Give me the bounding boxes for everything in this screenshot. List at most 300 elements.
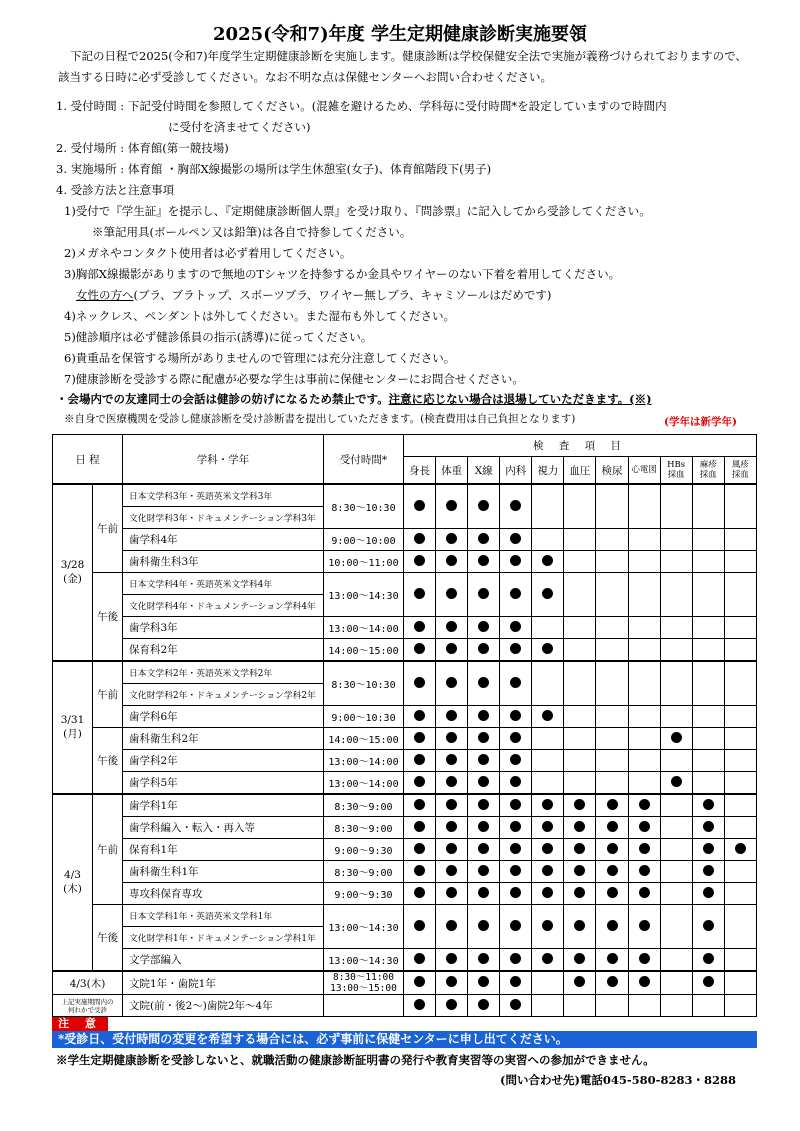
mark-cell bbox=[564, 573, 596, 617]
check-dot-icon bbox=[446, 643, 457, 654]
exam-col-6: 検尿 bbox=[596, 457, 628, 485]
mark-cell bbox=[500, 529, 532, 551]
check-dot-icon bbox=[478, 920, 489, 931]
mark-cell bbox=[500, 484, 532, 529]
mark-cell bbox=[660, 706, 692, 728]
mark-cell bbox=[724, 529, 756, 551]
check-dot-icon bbox=[478, 754, 489, 765]
women-note-text: (ブラ、ブラトップ、スポーツブラ、ワイヤー無しブラ、キャミソールはだめです) bbox=[133, 288, 552, 302]
mark-cell bbox=[596, 706, 628, 728]
check-dot-icon bbox=[510, 710, 521, 721]
mark-cell bbox=[660, 772, 692, 795]
session-cell: 午前 bbox=[93, 794, 123, 905]
header-date: 日 程 bbox=[53, 435, 123, 485]
mark-cell bbox=[468, 661, 500, 706]
mark-cell bbox=[500, 995, 532, 1017]
check-dot-icon bbox=[414, 887, 425, 898]
mark-cell bbox=[692, 551, 724, 573]
check-dot-icon bbox=[446, 621, 457, 632]
mark-cell bbox=[564, 551, 596, 573]
mark-cell bbox=[724, 861, 756, 883]
mark-cell bbox=[404, 661, 436, 706]
header-time: 受付時間* bbox=[324, 435, 404, 485]
mark-cell bbox=[500, 861, 532, 883]
mark-cell bbox=[404, 529, 436, 551]
item-3: 3. 実施場所 : 体育館 ・胸部X線撮影の場所は学生休憩室(女子)、体育館階段下(男子) bbox=[56, 162, 492, 176]
mark-cell bbox=[692, 861, 724, 883]
time-cell: 9:00～9:30 bbox=[324, 839, 404, 861]
mark-cell bbox=[404, 905, 436, 949]
check-dot-icon bbox=[510, 976, 521, 987]
mark-cell bbox=[532, 728, 564, 750]
mark-cell bbox=[436, 839, 468, 861]
check-dot-icon bbox=[414, 976, 425, 987]
mark-cell bbox=[628, 551, 660, 573]
mark-cell bbox=[692, 905, 724, 949]
mark-cell bbox=[404, 861, 436, 883]
table-row bbox=[53, 750, 757, 772]
mark-cell bbox=[596, 794, 628, 817]
check-dot-icon bbox=[478, 843, 489, 854]
mark-cell bbox=[596, 995, 628, 1017]
time-cell: 13:00～14:30 bbox=[324, 905, 404, 949]
mark-cell bbox=[532, 484, 564, 529]
mark-cell bbox=[628, 661, 660, 706]
mark-cell bbox=[724, 883, 756, 905]
table-row bbox=[53, 794, 757, 817]
check-dot-icon bbox=[607, 953, 618, 964]
check-dot-icon bbox=[607, 976, 618, 987]
mark-cell bbox=[564, 728, 596, 750]
mark-cell bbox=[404, 750, 436, 772]
mark-cell bbox=[724, 573, 756, 617]
sub-item-1: 1)受付で『学生証』を提示し、『定期健康診断個人票』を受け取り、『問診票』に記入してから受診してください。 bbox=[64, 204, 651, 218]
program-cell: 日本文学科3年・英語英米文学科3年 bbox=[123, 484, 324, 507]
mark-cell bbox=[660, 617, 692, 639]
date-cell: 4/3(木) bbox=[53, 971, 123, 995]
check-dot-icon bbox=[446, 533, 457, 544]
mark-cell bbox=[692, 706, 724, 728]
exam-col-9: 麻疹 採血 bbox=[692, 457, 724, 485]
program-cell: 歯学科2年 bbox=[123, 750, 324, 772]
mark-cell bbox=[628, 883, 660, 905]
check-dot-icon bbox=[510, 588, 521, 599]
new-year-note: (学年は新学年) bbox=[664, 416, 737, 428]
check-dot-icon bbox=[542, 953, 553, 964]
mark-cell bbox=[564, 772, 596, 795]
check-dot-icon bbox=[703, 887, 714, 898]
check-dot-icon bbox=[478, 732, 489, 743]
program-cell: 歯学科4年 bbox=[123, 529, 324, 551]
exam-col-2: X線 bbox=[468, 457, 500, 485]
table-row bbox=[53, 661, 757, 684]
mark-cell bbox=[692, 971, 724, 995]
mark-cell bbox=[564, 971, 596, 995]
check-dot-icon bbox=[574, 843, 585, 854]
program-cell: 歯科衛生科3年 bbox=[123, 551, 324, 573]
check-dot-icon bbox=[639, 865, 650, 876]
mark-cell bbox=[436, 484, 468, 529]
mark-cell bbox=[660, 750, 692, 772]
check-dot-icon bbox=[574, 976, 585, 987]
mark-cell bbox=[628, 817, 660, 839]
mark-cell bbox=[596, 661, 628, 706]
mark-cell bbox=[468, 794, 500, 817]
check-dot-icon bbox=[607, 887, 618, 898]
intro-text: 下記の日程で2025(令和7)年度学生定期健康診断を実施します。健康診断は学校保健安全法で実施が義務づけられておりますので、該当する日時に必ず受診してください。なお不明な点は保健センターへお問い合わせください。 bbox=[58, 49, 747, 84]
check-dot-icon bbox=[574, 821, 585, 832]
mark-cell bbox=[628, 905, 660, 949]
check-dot-icon bbox=[414, 500, 425, 511]
mark-cell bbox=[468, 617, 500, 639]
mark-cell bbox=[628, 573, 660, 617]
mark-cell bbox=[692, 750, 724, 772]
table-row bbox=[53, 617, 757, 639]
mark-cell bbox=[564, 750, 596, 772]
time-cell: 8:30～10:30 bbox=[324, 661, 404, 706]
time-cell: 8:30～10:30 bbox=[324, 484, 404, 529]
mark-cell bbox=[628, 971, 660, 995]
check-dot-icon bbox=[510, 920, 521, 931]
mark-cell bbox=[596, 639, 628, 662]
mark-cell bbox=[404, 706, 436, 728]
session-cell: 午後 bbox=[93, 573, 123, 662]
check-dot-icon bbox=[414, 999, 425, 1010]
mark-cell bbox=[468, 573, 500, 617]
session-cell: 午前 bbox=[93, 661, 123, 728]
mark-cell bbox=[468, 529, 500, 551]
check-dot-icon bbox=[607, 920, 618, 931]
mark-cell bbox=[564, 484, 596, 529]
check-dot-icon bbox=[639, 887, 650, 898]
time-cell: 8:30～11:00 13:00～15:00 bbox=[324, 971, 404, 995]
mark-cell bbox=[500, 728, 532, 750]
mark-cell bbox=[564, 529, 596, 551]
schedule-table bbox=[52, 434, 757, 1017]
table-row bbox=[53, 905, 757, 927]
notice-line: ※学生定期健康診断を受診しないと、就職活動の健康診断証明書の発行や教育実習等の実習への参加ができません。 bbox=[56, 1053, 655, 1067]
table-row bbox=[53, 772, 757, 795]
mark-cell bbox=[500, 839, 532, 861]
mark-cell bbox=[500, 617, 532, 639]
check-dot-icon bbox=[542, 920, 553, 931]
mark-cell bbox=[724, 905, 756, 949]
time-cell: 14:00～15:00 bbox=[324, 639, 404, 662]
mark-cell bbox=[404, 617, 436, 639]
sub-item-5: 5)健診順序は必ず健診係員の指示(誘導)に従ってください。 bbox=[64, 330, 373, 344]
item-1-cont: に受付を済ませてください) bbox=[168, 120, 311, 134]
table-row bbox=[53, 551, 757, 573]
check-dot-icon bbox=[446, 821, 457, 832]
mark-cell bbox=[436, 728, 468, 750]
program-cell: 専攻科保育専攻 bbox=[123, 883, 324, 905]
mark-cell bbox=[500, 817, 532, 839]
session-cell: 午後 bbox=[93, 728, 123, 795]
program-cell: 歯科衛生科2年 bbox=[123, 728, 324, 750]
program-cell: 歯学科編入・転入・再入等 bbox=[123, 817, 324, 839]
check-dot-icon bbox=[703, 953, 714, 964]
check-dot-icon bbox=[478, 643, 489, 654]
mark-cell bbox=[404, 883, 436, 905]
mark-cell bbox=[596, 772, 628, 795]
mark-cell bbox=[532, 995, 564, 1017]
mark-cell bbox=[692, 949, 724, 972]
check-dot-icon bbox=[446, 843, 457, 854]
session-cell: 午後 bbox=[93, 905, 123, 972]
check-dot-icon bbox=[414, 754, 425, 765]
mark-cell bbox=[628, 861, 660, 883]
warning-b: 注意に応じない場合は退場していただきます。(※) bbox=[388, 392, 652, 406]
check-dot-icon bbox=[478, 677, 489, 688]
mark-cell bbox=[532, 861, 564, 883]
table-row bbox=[53, 639, 757, 662]
check-dot-icon bbox=[607, 821, 618, 832]
date-cell: 上記実施期間内の 何れかで受診 bbox=[53, 995, 123, 1017]
date-cell: 4/3 (木) bbox=[53, 794, 93, 971]
mark-cell bbox=[724, 995, 756, 1017]
check-dot-icon bbox=[574, 865, 585, 876]
time-cell: 13:00～14:30 bbox=[324, 573, 404, 617]
exam-col-3: 内科 bbox=[500, 457, 532, 485]
table-row bbox=[53, 706, 757, 728]
mark-cell bbox=[724, 484, 756, 529]
program-cell: 歯学科1年 bbox=[123, 794, 324, 817]
check-dot-icon bbox=[446, 953, 457, 964]
item-2: 2. 受付場所 : 体育館(第一競技場) bbox=[56, 141, 229, 155]
check-dot-icon bbox=[446, 732, 457, 743]
session-cell: 午前 bbox=[93, 484, 123, 573]
check-dot-icon bbox=[574, 953, 585, 964]
mark-cell bbox=[500, 772, 532, 795]
mark-cell bbox=[468, 949, 500, 972]
check-dot-icon bbox=[478, 588, 489, 599]
mark-cell bbox=[724, 706, 756, 728]
mark-cell bbox=[660, 484, 692, 529]
check-dot-icon bbox=[510, 677, 521, 688]
program-cell: 保育科1年 bbox=[123, 839, 324, 861]
table-row bbox=[53, 995, 757, 1017]
check-dot-icon bbox=[478, 821, 489, 832]
mark-cell bbox=[532, 905, 564, 949]
mark-cell bbox=[468, 971, 500, 995]
date-cell: 3/28 (金) bbox=[53, 484, 93, 661]
check-dot-icon bbox=[446, 754, 457, 765]
mark-cell bbox=[724, 639, 756, 662]
mark-cell bbox=[436, 706, 468, 728]
table-row bbox=[53, 817, 757, 839]
check-dot-icon bbox=[639, 920, 650, 931]
program-cell: 歯学科6年 bbox=[123, 706, 324, 728]
mark-cell bbox=[628, 706, 660, 728]
mark-cell bbox=[596, 861, 628, 883]
mark-cell bbox=[660, 995, 692, 1017]
mark-cell bbox=[436, 639, 468, 662]
time-cell: 14:00～15:00 bbox=[324, 728, 404, 750]
time-cell: 13:00～14:30 bbox=[324, 949, 404, 972]
mark-cell bbox=[692, 529, 724, 551]
check-dot-icon bbox=[542, 843, 553, 854]
check-dot-icon bbox=[414, 953, 425, 964]
mark-cell bbox=[628, 772, 660, 795]
table-row bbox=[53, 839, 757, 861]
table-row bbox=[53, 484, 757, 507]
program-cell: 保育科2年 bbox=[123, 639, 324, 662]
check-dot-icon bbox=[671, 776, 682, 787]
check-dot-icon bbox=[542, 799, 553, 810]
check-dot-icon bbox=[574, 799, 585, 810]
mark-cell bbox=[468, 995, 500, 1017]
mark-cell bbox=[692, 883, 724, 905]
check-dot-icon bbox=[414, 799, 425, 810]
check-dot-icon bbox=[574, 887, 585, 898]
check-dot-icon bbox=[478, 887, 489, 898]
check-dot-icon bbox=[478, 555, 489, 566]
check-dot-icon bbox=[478, 500, 489, 511]
mark-cell bbox=[660, 883, 692, 905]
mark-cell bbox=[532, 794, 564, 817]
check-dot-icon bbox=[414, 843, 425, 854]
mark-cell bbox=[500, 905, 532, 949]
check-dot-icon bbox=[510, 754, 521, 765]
program-cell: 文化財学科3年・ドキュメンテーション学科3年 bbox=[123, 507, 324, 529]
time-cell: 13:00～14:00 bbox=[324, 750, 404, 772]
check-dot-icon bbox=[607, 799, 618, 810]
mark-cell bbox=[436, 551, 468, 573]
mark-cell bbox=[436, 949, 468, 972]
check-dot-icon bbox=[510, 999, 521, 1010]
time-cell: 9:00～10:00 bbox=[324, 529, 404, 551]
check-dot-icon bbox=[703, 821, 714, 832]
sub-item-4: 4)ネックレス、ペンダントは外してください。また湿布も外してください。 bbox=[64, 309, 455, 323]
mark-cell bbox=[596, 971, 628, 995]
program-cell: 歯学科3年 bbox=[123, 617, 324, 639]
mark-cell bbox=[692, 794, 724, 817]
exam-col-1: 体重 bbox=[436, 457, 468, 485]
program-cell: 文院(前・後2～)歯院2年～4年 bbox=[123, 995, 324, 1017]
notice-bar: *受診日、受付時間の変更を希望する場合には、必ず事前に保健センターに申し出てください。 bbox=[52, 1031, 757, 1048]
check-dot-icon bbox=[446, 677, 457, 688]
mark-cell bbox=[532, 971, 564, 995]
mark-cell bbox=[564, 817, 596, 839]
exam-col-10: 風疹 採血 bbox=[724, 457, 756, 485]
mark-cell bbox=[596, 949, 628, 972]
check-dot-icon bbox=[478, 799, 489, 810]
mark-cell bbox=[404, 949, 436, 972]
sub-item-7: 7)健康診断を受診する際に配慮が必要な学生は事前に保健センターにお問合せください。 bbox=[64, 372, 524, 386]
check-dot-icon bbox=[703, 843, 714, 854]
mark-cell bbox=[532, 949, 564, 972]
sub-item-2: 2)メガネやコンタクト使用者は必ず着用してください。 bbox=[64, 246, 352, 260]
mark-cell bbox=[500, 573, 532, 617]
check-dot-icon bbox=[414, 555, 425, 566]
exam-col-7: 心電図 bbox=[628, 457, 660, 485]
mark-cell bbox=[596, 883, 628, 905]
program-cell: 日本文学科2年・英語英米文学科2年 bbox=[123, 661, 324, 684]
mark-cell bbox=[596, 573, 628, 617]
mark-cell bbox=[660, 839, 692, 861]
mark-cell bbox=[660, 794, 692, 817]
mark-cell bbox=[724, 839, 756, 861]
check-dot-icon bbox=[703, 799, 714, 810]
mark-cell bbox=[404, 971, 436, 995]
mark-cell bbox=[436, 817, 468, 839]
mark-cell bbox=[468, 861, 500, 883]
mark-cell bbox=[724, 971, 756, 995]
check-dot-icon bbox=[446, 588, 457, 599]
table-row bbox=[53, 861, 757, 883]
check-dot-icon bbox=[510, 533, 521, 544]
header-exam: 検 査 項 目 bbox=[404, 435, 757, 457]
mark-cell bbox=[660, 971, 692, 995]
item-4: 4. 受診方法と注意事項 bbox=[56, 183, 175, 197]
mark-cell bbox=[596, 905, 628, 949]
check-dot-icon bbox=[542, 821, 553, 832]
check-dot-icon bbox=[510, 821, 521, 832]
check-dot-icon bbox=[510, 843, 521, 854]
check-dot-icon bbox=[478, 621, 489, 632]
check-dot-icon bbox=[639, 843, 650, 854]
check-dot-icon bbox=[671, 732, 682, 743]
mark-cell bbox=[468, 728, 500, 750]
check-dot-icon bbox=[446, 920, 457, 931]
check-dot-icon bbox=[542, 643, 553, 654]
check-dot-icon bbox=[607, 865, 618, 876]
check-dot-icon bbox=[446, 710, 457, 721]
mark-cell bbox=[468, 905, 500, 949]
mark-cell bbox=[724, 794, 756, 817]
check-dot-icon bbox=[639, 976, 650, 987]
check-dot-icon bbox=[446, 776, 457, 787]
exam-col-4: 視力 bbox=[532, 457, 564, 485]
time-cell: 8:30～9:00 bbox=[324, 794, 404, 817]
check-dot-icon bbox=[510, 500, 521, 511]
check-dot-icon bbox=[542, 710, 553, 721]
mark-cell bbox=[468, 839, 500, 861]
exam-col-8: HBs 採血 bbox=[660, 457, 692, 485]
warning-a: ・会場内での友達同士の会話は健診の妨げになるため禁止です。 bbox=[56, 392, 389, 406]
check-dot-icon bbox=[510, 776, 521, 787]
mark-cell bbox=[660, 573, 692, 617]
mark-cell bbox=[436, 617, 468, 639]
mark-cell bbox=[436, 971, 468, 995]
mark-cell bbox=[628, 617, 660, 639]
check-dot-icon bbox=[478, 953, 489, 964]
mark-cell bbox=[596, 617, 628, 639]
page-title: 2025(令和7)年度 学生定期健康診断実施要領 bbox=[213, 24, 587, 45]
check-dot-icon bbox=[478, 999, 489, 1010]
check-dot-icon bbox=[446, 865, 457, 876]
check-dot-icon bbox=[478, 533, 489, 544]
mark-cell bbox=[596, 750, 628, 772]
sub-item-3-women bbox=[76, 287, 551, 303]
check-dot-icon bbox=[478, 865, 489, 876]
mark-cell bbox=[596, 551, 628, 573]
date-cell: 3/31 (月) bbox=[53, 661, 93, 794]
mark-cell bbox=[628, 728, 660, 750]
check-dot-icon bbox=[735, 843, 746, 854]
program-cell: 歯科衛生科1年 bbox=[123, 861, 324, 883]
mark-cell bbox=[500, 750, 532, 772]
mark-cell bbox=[692, 661, 724, 706]
check-dot-icon bbox=[414, 920, 425, 931]
mark-cell bbox=[532, 551, 564, 573]
mark-cell bbox=[532, 639, 564, 662]
check-dot-icon bbox=[542, 588, 553, 599]
mark-cell bbox=[596, 839, 628, 861]
check-dot-icon bbox=[574, 920, 585, 931]
mark-cell bbox=[436, 794, 468, 817]
program-cell: 文学部編入 bbox=[123, 949, 324, 972]
